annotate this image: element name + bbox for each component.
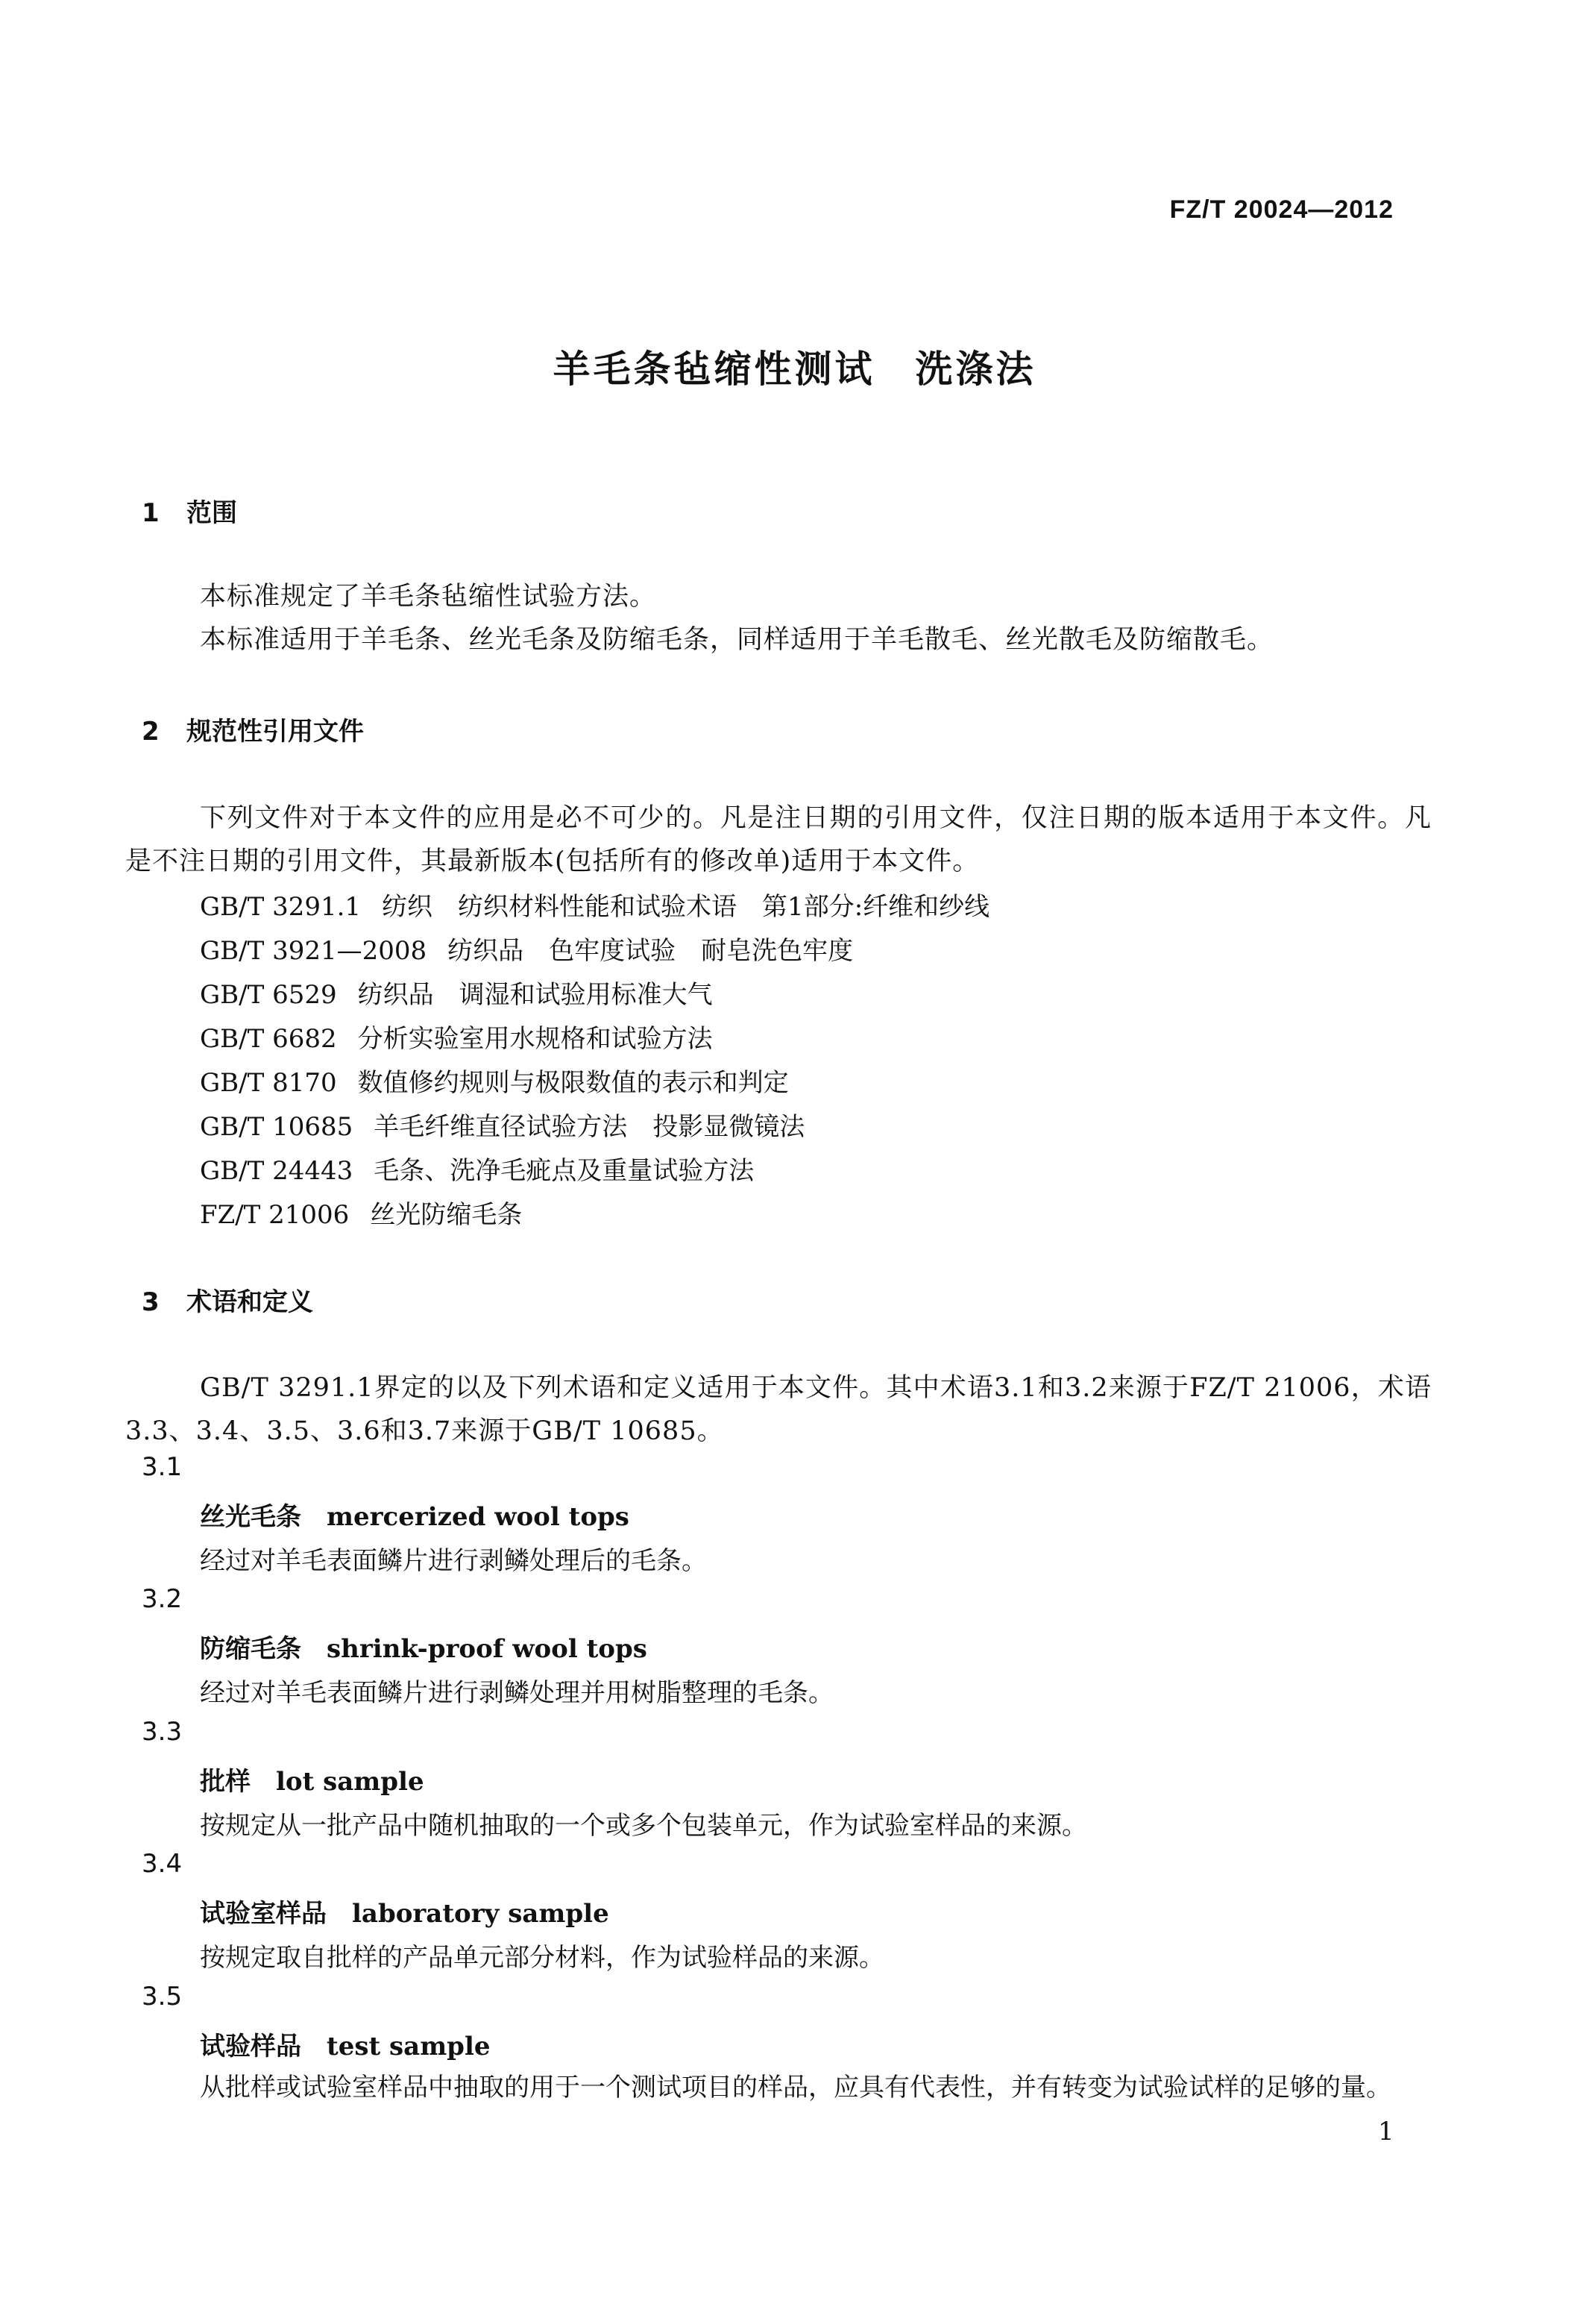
term-en: mercerized wool tops (327, 1502, 629, 1532)
term-heading (200, 1761, 424, 1797)
term-heading (200, 2026, 491, 2062)
term-zh: 防缩毛条 (200, 1634, 301, 1664)
reference-item (200, 1106, 805, 1143)
section-title: 范围 (186, 498, 237, 528)
reference-title: 分析实验室用水规格和试验方法 (357, 1024, 713, 1054)
reference-title: 纺织品 色牢度试验 耐皂洗色牢度 (447, 936, 854, 966)
term-heading (200, 1496, 629, 1533)
reference-title: 数值修约规则与极限数值的表示和判定 (357, 1068, 789, 1098)
paragraph: 本标准适用于羊毛条、丝光毛条及防缩毛条，同样适用于羊毛散毛、丝光散毛及防缩散毛。 (200, 625, 1274, 655)
term-definition: 从批样或试验室样品中抽取的用于一个测试项目的样品，应具有代表性，并有转变为试验试样的足够的量。 (200, 2073, 1391, 2102)
term-definition: 按规定从一批产品中随机抽取的一个或多个包装单元，作为试验室样品的来源。 (200, 1811, 1087, 1841)
section-number: 3 (142, 1287, 160, 1317)
term-en: laboratory sample (352, 1899, 609, 1929)
term-zh: 丝光毛条 (200, 1502, 301, 1532)
reference-item (200, 1150, 754, 1187)
term-number: 3.1 (142, 1452, 183, 1482)
reference-title: 纺织品 调湿和试验用标准大气 (357, 980, 713, 1010)
term-heading (200, 1628, 647, 1665)
term-en: shrink-proof wool tops (327, 1634, 647, 1664)
reference-item (200, 1062, 789, 1099)
term-zh: 试验样品 (200, 2032, 301, 2061)
reference-code: GB/T 6529 (200, 980, 337, 1010)
reference-title: 毛条、洗净毛疵点及重量试验方法 (374, 1156, 755, 1186)
term-number: 3.5 (142, 1982, 183, 2011)
section-number: 2 (142, 717, 160, 747)
paragraph: GB/T 3291.1界定的以及下列术语和定义适用于本文件。其中术语3.1和3.2来源于FZ/T 21006，术语3.3、3.4、3.5、3.6和3.7来源于GB/T 10685。 (125, 1373, 1432, 1446)
term-zh: 批样 (200, 1767, 251, 1797)
standard-code: FZ/T 20024—2012 (1169, 195, 1394, 224)
paragraph: 本标准规定了羊毛条毡缩性试验方法。 (200, 582, 657, 612)
reference-item (200, 1194, 522, 1231)
reference-title: 丝光防缩毛条 (370, 1200, 523, 1230)
reference-item (200, 1018, 713, 1055)
term-en: test sample (327, 2032, 491, 2061)
section-title: 术语和定义 (186, 1287, 313, 1317)
reference-title: 纺织 纺织材料性能和试验术语 第1部分:纤维和纱线 (382, 892, 990, 922)
reference-code: GB/T 6682 (200, 1024, 337, 1054)
reference-code: GB/T 3291.1 (200, 892, 362, 922)
reference-title: 羊毛纤维直径试验方法 投影显微镜法 (374, 1112, 805, 1142)
term-heading (200, 1893, 609, 1929)
term-number: 3.4 (142, 1849, 183, 1879)
term-en: lot sample (276, 1767, 424, 1797)
term-definition: 按规定取自批样的产品单元部分材料，作为试验样品的来源。 (200, 1943, 884, 1973)
section-title: 规范性引用文件 (186, 717, 364, 747)
reference-item (200, 974, 713, 1011)
document-title: 羊毛条毡缩性测试 洗涤法 (553, 348, 1036, 391)
section-1-heading (142, 492, 237, 529)
reference-item (200, 886, 989, 923)
reference-item (200, 930, 853, 967)
term-number: 3.3 (142, 1717, 183, 1747)
term-zh: 试验室样品 (200, 1899, 327, 1929)
reference-code: GB/T 24443 (200, 1156, 353, 1186)
term-definition: 经过对羊毛表面鳞片进行剥鳞处理并用树脂整理的毛条。 (200, 1678, 834, 1708)
reference-code: GB/T 10685 (200, 1112, 353, 1142)
term-number: 3.2 (142, 1584, 183, 1614)
section-3-heading (142, 1281, 313, 1318)
reference-code: GB/T 8170 (200, 1068, 337, 1098)
section-number: 1 (142, 498, 160, 528)
reference-code: GB/T 3921—2008 (200, 936, 427, 966)
reference-code: FZ/T 21006 (200, 1200, 350, 1230)
section-2-heading (142, 711, 364, 747)
term-definition: 经过对羊毛表面鳞片进行剥鳞处理后的毛条。 (200, 1546, 707, 1576)
page-number: 1 (1378, 2117, 1394, 2146)
paragraph: 下列文件对于本文件的应用是必不可少的。凡是注日期的引用文件，仅注日期的版本适用于本文件。凡是不注日期的引用文件，其最新版本(包括所有的修改单)适用于本文件。 (125, 803, 1432, 876)
